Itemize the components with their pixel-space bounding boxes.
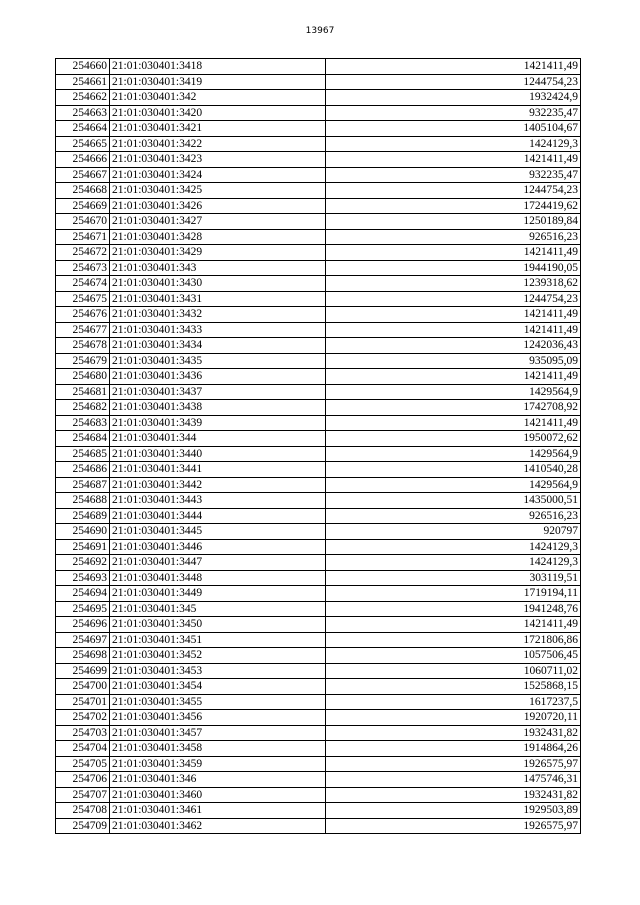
row-number-cell: 254690 <box>56 524 110 540</box>
row-number-cell: 254678 <box>56 338 110 354</box>
cadastral-value-cell: 1057506,45 <box>326 648 581 664</box>
row-number-cell: 254708 <box>56 803 110 819</box>
table-row <box>56 710 581 726</box>
cadastral-number-cell: 21:01:030401:345 <box>110 601 326 617</box>
cadastral-value-cell: 1244754,23 <box>326 183 581 199</box>
cadastral-value-cell: 1421411,49 <box>326 617 581 633</box>
table-row <box>56 462 581 478</box>
table-row <box>56 679 581 695</box>
table-row <box>56 121 581 137</box>
table-row <box>56 477 581 493</box>
row-number-cell: 254704 <box>56 741 110 757</box>
table-row <box>56 772 581 788</box>
cadastral-value-cell: 1250189,84 <box>326 214 581 230</box>
cadastral-number-cell: 21:01:030401:3428 <box>110 229 326 245</box>
table-row <box>56 524 581 540</box>
cadastral-number-cell: 21:01:030401:3459 <box>110 756 326 772</box>
cadastral-value-cell: 1410540,28 <box>326 462 581 478</box>
table-row <box>56 152 581 168</box>
table-row <box>56 291 581 307</box>
row-number-cell: 254700 <box>56 679 110 695</box>
cadastral-value-cell: 1242036,43 <box>326 338 581 354</box>
cadastral-number-cell: 21:01:030401:3434 <box>110 338 326 354</box>
table-row <box>56 446 581 462</box>
table-row <box>56 431 581 447</box>
table-row <box>56 741 581 757</box>
row-number-cell: 254691 <box>56 539 110 555</box>
row-number-cell: 254695 <box>56 601 110 617</box>
cadastral-number-cell: 21:01:030401:3453 <box>110 663 326 679</box>
row-number-cell: 254687 <box>56 477 110 493</box>
row-number-cell: 254666 <box>56 152 110 168</box>
cadastral-number-cell: 21:01:030401:3435 <box>110 353 326 369</box>
cadastral-value-table <box>55 58 581 834</box>
row-number-cell: 254684 <box>56 431 110 447</box>
cadastral-value-cell: 1944190,05 <box>326 260 581 276</box>
table-row <box>56 229 581 245</box>
cadastral-value-cell: 1932431,82 <box>326 787 581 803</box>
cadastral-number-cell: 21:01:030401:344 <box>110 431 326 447</box>
row-number-cell: 254707 <box>56 787 110 803</box>
cadastral-number-cell: 21:01:030401:3442 <box>110 477 326 493</box>
page-number: 13967 <box>305 26 335 36</box>
row-number-cell: 254693 <box>56 570 110 586</box>
cadastral-value-cell: 932235,47 <box>326 105 581 121</box>
cadastral-value-cell: 1721806,86 <box>326 632 581 648</box>
table-row <box>56 260 581 276</box>
cadastral-value-cell: 1932431,82 <box>326 725 581 741</box>
table-row <box>56 136 581 152</box>
cadastral-value-cell: 1244754,23 <box>326 74 581 90</box>
row-number-cell: 254685 <box>56 446 110 462</box>
row-number-cell: 254676 <box>56 307 110 323</box>
row-number-cell: 254703 <box>56 725 110 741</box>
cadastral-value-cell: 1424129,3 <box>326 555 581 571</box>
cadastral-value-cell: 1424129,3 <box>326 136 581 152</box>
cadastral-value-cell: 1475746,31 <box>326 772 581 788</box>
cadastral-number-cell: 21:01:030401:3443 <box>110 493 326 509</box>
table-row <box>56 59 581 75</box>
row-number-cell: 254709 <box>56 818 110 834</box>
row-number-cell: 254680 <box>56 369 110 385</box>
cadastral-value-cell: 1941248,76 <box>326 601 581 617</box>
row-number-cell: 254674 <box>56 276 110 292</box>
cadastral-number-cell: 21:01:030401:3444 <box>110 508 326 524</box>
cadastral-number-cell: 21:01:030401:3451 <box>110 632 326 648</box>
row-number-cell: 254701 <box>56 694 110 710</box>
cadastral-number-cell: 21:01:030401:3441 <box>110 462 326 478</box>
table-row <box>56 508 581 524</box>
row-number-cell: 254661 <box>56 74 110 90</box>
row-number-cell: 254694 <box>56 586 110 602</box>
cadastral-number-cell: 21:01:030401:3452 <box>110 648 326 664</box>
row-number-cell: 254672 <box>56 245 110 261</box>
table-row <box>56 322 581 338</box>
cadastral-value-cell: 1244754,23 <box>326 291 581 307</box>
row-number-cell: 254667 <box>56 167 110 183</box>
cadastral-number-cell: 21:01:030401:3448 <box>110 570 326 586</box>
cadastral-number-cell: 21:01:030401:3425 <box>110 183 326 199</box>
cadastral-number-cell: 21:01:030401:3445 <box>110 524 326 540</box>
table-row <box>56 90 581 106</box>
table-row <box>56 198 581 214</box>
cadastral-number-cell: 21:01:030401:3446 <box>110 539 326 555</box>
cadastral-number-cell: 21:01:030401:3433 <box>110 322 326 338</box>
table-row <box>56 74 581 90</box>
cadastral-value-cell: 1920720,11 <box>326 710 581 726</box>
row-number-cell: 254673 <box>56 260 110 276</box>
row-number-cell: 254681 <box>56 384 110 400</box>
row-number-cell: 254671 <box>56 229 110 245</box>
table-row <box>56 570 581 586</box>
cadastral-number-cell: 21:01:030401:3437 <box>110 384 326 400</box>
table-row <box>56 601 581 617</box>
cadastral-value-cell: 1421411,49 <box>326 307 581 323</box>
cadastral-value-cell: 1926575,97 <box>326 756 581 772</box>
cadastral-number-cell: 21:01:030401:3456 <box>110 710 326 726</box>
table-row <box>56 353 581 369</box>
table-row <box>56 648 581 664</box>
table-row <box>56 539 581 555</box>
row-number-cell: 254662 <box>56 90 110 106</box>
cadastral-value-cell: 1421411,49 <box>326 369 581 385</box>
cadastral-number-cell: 21:01:030401:3421 <box>110 121 326 137</box>
cadastral-number-cell: 21:01:030401:3458 <box>110 741 326 757</box>
cadastral-value-cell: 1719194,11 <box>326 586 581 602</box>
cadastral-number-cell: 21:01:030401:3449 <box>110 586 326 602</box>
table-row <box>56 493 581 509</box>
cadastral-value-cell: 926516,23 <box>326 229 581 245</box>
table-row <box>56 214 581 230</box>
cadastral-value-cell: 935095,09 <box>326 353 581 369</box>
cadastral-value-cell: 1060711,02 <box>326 663 581 679</box>
row-number-cell: 254669 <box>56 198 110 214</box>
table-row <box>56 632 581 648</box>
cadastral-value-cell: 1239318,62 <box>326 276 581 292</box>
row-number-cell: 254664 <box>56 121 110 137</box>
cadastral-value-cell: 1435000,51 <box>326 493 581 509</box>
cadastral-number-cell: 21:01:030401:3427 <box>110 214 326 230</box>
cadastral-value-cell: 1724419,62 <box>326 198 581 214</box>
cadastral-number-cell: 21:01:030401:3461 <box>110 803 326 819</box>
cadastral-number-cell: 21:01:030401:342 <box>110 90 326 106</box>
cadastral-value-cell: 1429564,9 <box>326 446 581 462</box>
cadastral-value-cell: 1929503,89 <box>326 803 581 819</box>
cadastral-value-cell: 1525868,15 <box>326 679 581 695</box>
cadastral-number-cell: 21:01:030401:3438 <box>110 400 326 416</box>
cadastral-number-cell: 21:01:030401:3430 <box>110 276 326 292</box>
table-body <box>56 59 581 834</box>
cadastral-value-cell: 303119,51 <box>326 570 581 586</box>
row-number-cell: 254689 <box>56 508 110 524</box>
cadastral-number-cell: 21:01:030401:346 <box>110 772 326 788</box>
row-number-cell: 254675 <box>56 291 110 307</box>
cadastral-number-cell: 21:01:030401:3447 <box>110 555 326 571</box>
cadastral-value-cell: 1405104,67 <box>326 121 581 137</box>
table-row <box>56 338 581 354</box>
row-number-cell: 254698 <box>56 648 110 664</box>
cadastral-value-cell: 1429564,9 <box>326 384 581 400</box>
row-number-cell: 254663 <box>56 105 110 121</box>
table-row <box>56 245 581 261</box>
table-row <box>56 276 581 292</box>
table-row <box>56 369 581 385</box>
table-row <box>56 167 581 183</box>
row-number-cell: 254705 <box>56 756 110 772</box>
cadastral-value-cell: 1926575,97 <box>326 818 581 834</box>
cadastral-value-cell: 1421411,49 <box>326 152 581 168</box>
cadastral-value-cell: 1617237,5 <box>326 694 581 710</box>
table-row <box>56 555 581 571</box>
table-row <box>56 384 581 400</box>
cadastral-number-cell: 21:01:030401:3422 <box>110 136 326 152</box>
row-number-cell: 254679 <box>56 353 110 369</box>
row-number-cell: 254688 <box>56 493 110 509</box>
row-number-cell: 254682 <box>56 400 110 416</box>
cadastral-value-cell: 1424129,3 <box>326 539 581 555</box>
cadastral-number-cell: 21:01:030401:3454 <box>110 679 326 695</box>
cadastral-number-cell: 21:01:030401:3426 <box>110 198 326 214</box>
table-row <box>56 400 581 416</box>
cadastral-value-cell: 1742708,92 <box>326 400 581 416</box>
row-number-cell: 254677 <box>56 322 110 338</box>
table-row <box>56 183 581 199</box>
cadastral-number-cell: 21:01:030401:3419 <box>110 74 326 90</box>
row-number-cell: 254686 <box>56 462 110 478</box>
cadastral-value-cell: 1914864,26 <box>326 741 581 757</box>
cadastral-value-cell: 1421411,49 <box>326 59 581 75</box>
cadastral-number-cell: 21:01:030401:3432 <box>110 307 326 323</box>
cadastral-number-cell: 21:01:030401:3431 <box>110 291 326 307</box>
table-row <box>56 787 581 803</box>
table-row <box>56 694 581 710</box>
cadastral-number-cell: 21:01:030401:343 <box>110 260 326 276</box>
cadastral-number-cell: 21:01:030401:3424 <box>110 167 326 183</box>
cadastral-value-cell: 932235,47 <box>326 167 581 183</box>
cadastral-value-cell: 1950072,62 <box>326 431 581 447</box>
row-number-cell: 254706 <box>56 772 110 788</box>
row-number-cell: 254692 <box>56 555 110 571</box>
table-row <box>56 307 581 323</box>
row-number-cell: 254702 <box>56 710 110 726</box>
row-number-cell: 254660 <box>56 59 110 75</box>
row-number-cell: 254670 <box>56 214 110 230</box>
cadastral-value-cell: 1421411,49 <box>326 415 581 431</box>
cadastral-value-cell: 920797 <box>326 524 581 540</box>
table-row <box>56 415 581 431</box>
cadastral-number-cell: 21:01:030401:3450 <box>110 617 326 633</box>
table-row <box>56 725 581 741</box>
cadastral-number-cell: 21:01:030401:3457 <box>110 725 326 741</box>
cadastral-number-cell: 21:01:030401:3460 <box>110 787 326 803</box>
table-row <box>56 756 581 772</box>
cadastral-value-cell: 1932424,9 <box>326 90 581 106</box>
row-number-cell: 254683 <box>56 415 110 431</box>
cadastral-number-cell: 21:01:030401:3418 <box>110 59 326 75</box>
row-number-cell: 254668 <box>56 183 110 199</box>
cadastral-value-cell: 1421411,49 <box>326 245 581 261</box>
cadastral-value-cell: 1421411,49 <box>326 322 581 338</box>
row-number-cell: 254696 <box>56 617 110 633</box>
row-number-cell: 254697 <box>56 632 110 648</box>
cadastral-number-cell: 21:01:030401:3429 <box>110 245 326 261</box>
table-row <box>56 617 581 633</box>
cadastral-number-cell: 21:01:030401:3462 <box>110 818 326 834</box>
table-row <box>56 105 581 121</box>
cadastral-number-cell: 21:01:030401:3423 <box>110 152 326 168</box>
row-number-cell: 254699 <box>56 663 110 679</box>
cadastral-number-cell: 21:01:030401:3455 <box>110 694 326 710</box>
cadastral-number-cell: 21:01:030401:3440 <box>110 446 326 462</box>
cadastral-number-cell: 21:01:030401:3439 <box>110 415 326 431</box>
cadastral-number-cell: 21:01:030401:3436 <box>110 369 326 385</box>
table-row <box>56 803 581 819</box>
cadastral-number-cell: 21:01:030401:3420 <box>110 105 326 121</box>
table-row <box>56 663 581 679</box>
cadastral-value-cell: 1429564,9 <box>326 477 581 493</box>
table-row <box>56 586 581 602</box>
row-number-cell: 254665 <box>56 136 110 152</box>
table-row <box>56 818 581 834</box>
cadastral-value-cell: 926516,23 <box>326 508 581 524</box>
